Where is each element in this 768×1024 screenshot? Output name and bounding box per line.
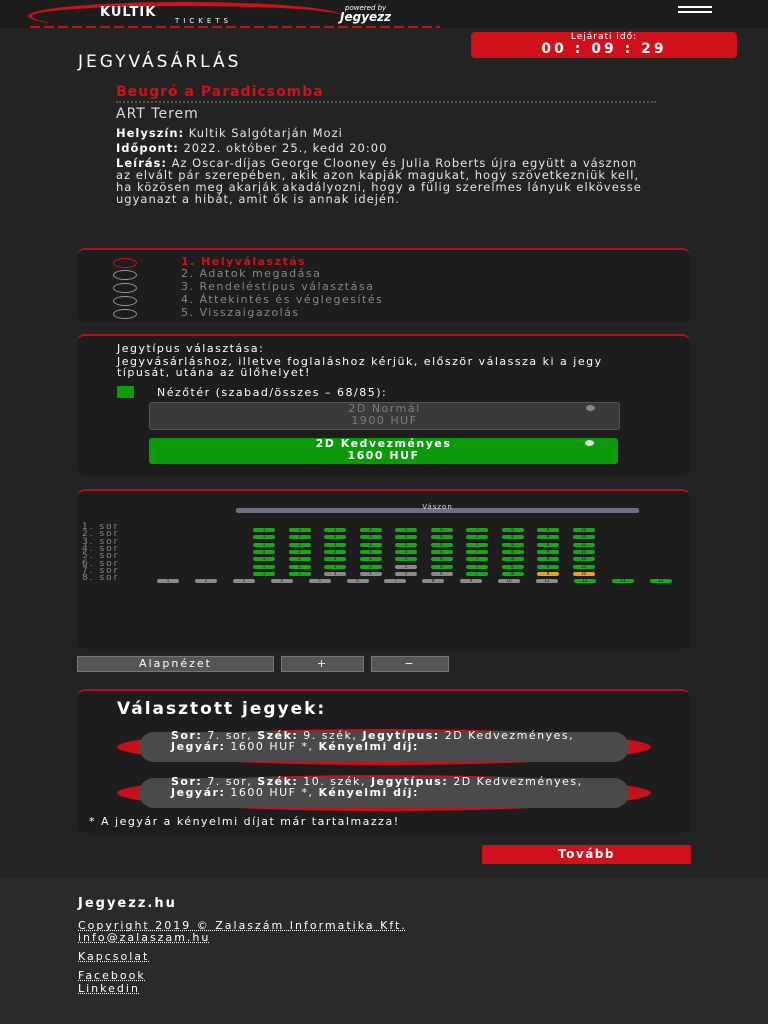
time-label: Időpont: — [116, 141, 179, 155]
seat: 6 — [347, 579, 369, 583]
price-value: 1600 HUF *, — [230, 739, 314, 753]
seat[interactable]: 4 — [360, 550, 382, 554]
seat: 5 — [309, 579, 331, 583]
seat: 9 — [460, 579, 482, 583]
seat[interactable]: 2 — [289, 535, 311, 539]
seat[interactable]: 8 — [502, 543, 524, 547]
seat: 4 — [360, 572, 382, 576]
price-footnote: * A jegyár a kényelmi díjat már tartalmazza! — [89, 815, 400, 828]
seat: 6 — [431, 572, 453, 576]
step-label: 3. Rendeléstípus választása — [181, 280, 375, 293]
seat-label: Szék: — [257, 775, 299, 788]
timer-label: Lejárati idő: — [570, 32, 638, 42]
seat[interactable]: 5 — [395, 557, 417, 561]
ticket-details — [171, 777, 621, 798]
seat-label: Szék: — [257, 729, 299, 742]
footer-linkedin-link[interactable]: Linkedin — [78, 982, 140, 995]
ticket-option-name: 2D Kedvezményes — [315, 437, 452, 450]
seat[interactable]: 1 — [253, 565, 275, 569]
seat[interactable]: 2 — [289, 572, 311, 576]
seat[interactable]: 7 — [466, 543, 488, 547]
price-value: 1600 HUF *, — [230, 785, 314, 799]
seat[interactable]: 9 — [537, 565, 559, 569]
footer-email-link[interactable]: info@zalaszam.hu — [78, 931, 211, 944]
fee-label: Kényelmi díj: — [318, 739, 419, 753]
site-header — [0, 0, 768, 28]
seat[interactable]: 9 — [537, 535, 559, 539]
time-line — [116, 142, 387, 154]
selected-tickets-title: Választott jegyek: — [117, 699, 327, 719]
logo-tickets: TICKETS — [175, 17, 232, 25]
seat[interactable]: 6 — [431, 543, 453, 547]
seat-row-label: 4. sor — [82, 543, 120, 554]
seat[interactable]: 3 — [324, 528, 346, 532]
expiry-timer — [471, 32, 737, 58]
ticket-type-panel — [77, 334, 690, 476]
seat[interactable]: 4 — [360, 565, 382, 569]
info-icon[interactable] — [585, 440, 594, 446]
seat-value: 10. szék, — [303, 775, 366, 788]
auditorium-legend-swatch — [117, 386, 134, 398]
seatmap-panel — [77, 489, 690, 649]
step-check-icon — [113, 283, 137, 293]
page-title: JEGYVÁSÁRLÁS — [78, 52, 242, 72]
fee-label: Kényelmi díj: — [318, 785, 419, 799]
row-value: 7. sor, — [207, 775, 253, 788]
room-name: ART Terem — [116, 106, 199, 122]
seat[interactable]: 10 — [573, 528, 595, 532]
selected-tickets-panel — [77, 689, 690, 833]
logo-kultik[interactable]: KULTIK — [100, 5, 157, 20]
seat[interactable]: 8 — [502, 528, 524, 532]
seat-row-label: 6. sor — [82, 558, 120, 569]
seat: 5 — [395, 572, 417, 576]
step-label: 2. Adatok megadása — [181, 267, 322, 280]
seat[interactable]: 7 — [466, 565, 488, 569]
footer-copyright: Copyright 2019 © Zalaszám Informatika Kft. — [78, 919, 407, 932]
seat[interactable]: 1 — [253, 550, 275, 554]
seat[interactable]: 5 — [395, 550, 417, 554]
seat[interactable]: 6 — [431, 557, 453, 561]
seat-row-label: 1. sor — [82, 522, 120, 532]
seat[interactable]: 9 — [537, 550, 559, 554]
description-block — [116, 157, 656, 205]
location-value: Kultik Salgótarján Mozi — [188, 126, 343, 140]
reset-view-button[interactable]: Alapnézet — [77, 656, 274, 672]
seat[interactable]: 6 — [431, 528, 453, 532]
footer-brand: Jegyezz.hu — [78, 896, 177, 911]
seat[interactable]: 1 — [253, 572, 275, 576]
timer-value: 00 : 09 : 29 — [541, 41, 667, 57]
seat: 3 — [324, 572, 346, 576]
seat[interactable]: 4 — [360, 543, 382, 547]
seat-value: 9. szék, — [303, 729, 358, 742]
seat[interactable]: 5 — [395, 528, 417, 532]
seat: 10 — [498, 579, 520, 583]
description-text: Az Oscar-díjas George Clooney és Julia Roberts újra együtt a vásznon az elvált pár szerepében, akik azon kapják magukat, hogy szövetkezniük kell, ha közösen meg akarják akadályozni, hogy a fülig szerelmes lányuk elkövesse ugyanazt a hibát, amit ők is annak idején. — [116, 156, 642, 206]
seat: 7 — [384, 579, 406, 583]
ticket-option-name: 2D Normál — [348, 402, 421, 415]
type-label: Jegytípus: — [362, 729, 440, 742]
step-label: 4. Áttekintés és véglegesítés — [181, 293, 384, 306]
seat: 4 — [271, 579, 293, 583]
seat[interactable]: 10 — [573, 565, 595, 569]
seat[interactable]: 10 — [573, 535, 595, 539]
seat[interactable]: 12 — [574, 579, 596, 583]
ticket-type-instructions: Jegyvásárláshoz, illetve foglaláshoz kérjük, először válassza ki a jegy típusát, utána az ülőhelyet! — [117, 355, 603, 379]
row-label: Sor: — [171, 775, 203, 788]
header-divider — [30, 26, 440, 28]
seat[interactable]: 8 — [502, 572, 524, 576]
seat[interactable]: 4 — [360, 535, 382, 539]
seat[interactable]: 5 — [395, 543, 417, 547]
seat[interactable]: 3 — [324, 543, 346, 547]
seat-row-label: 8. sor — [82, 573, 120, 584]
price-label: Jegyár: — [171, 739, 226, 753]
step-check-icon — [113, 309, 137, 319]
footer-contact-link[interactable]: Kapcsolat — [78, 950, 150, 963]
screen-label: Vászon — [422, 503, 453, 511]
seat[interactable]: 6 — [431, 535, 453, 539]
time-value: 2022. október 25., kedd 20:00 — [183, 141, 388, 155]
seat-row-label: 3. sor — [82, 536, 120, 547]
info-icon[interactable] — [586, 405, 595, 411]
step-status-icon — [113, 258, 137, 268]
ticket-option-price: 1900 HUF — [351, 414, 418, 427]
location-label: Helyszín: — [116, 126, 185, 140]
seat[interactable]: 3 — [324, 550, 346, 554]
seat[interactable]: 9 — [537, 572, 559, 576]
zoom-in-button[interactable]: + — [281, 656, 364, 672]
type-value: 2D Kedvezményes, — [444, 729, 575, 742]
hamburger-menu-icon[interactable] — [678, 6, 712, 16]
seat[interactable]: 6 — [431, 565, 453, 569]
auditorium-availability: Nézőtér (szabad/összes – 68/85): — [157, 386, 388, 399]
seat[interactable]: 8 — [502, 550, 524, 554]
partner-logo[interactable]: Jegyezz — [340, 10, 392, 24]
seat[interactable]: 1 — [253, 543, 275, 547]
seat[interactable]: 10 — [573, 557, 595, 561]
seat[interactable]: 3 — [324, 557, 346, 561]
seat[interactable]: 10 — [573, 572, 595, 576]
seat: 11 — [536, 579, 558, 583]
seat[interactable]: 8 — [502, 557, 524, 561]
seat: 3 — [233, 579, 255, 583]
seat[interactable]: 7 — [466, 550, 488, 554]
next-button[interactable]: Tovább — [482, 845, 691, 864]
step-check-icon — [113, 270, 137, 280]
seat-row-label: 5. sor — [82, 551, 120, 562]
seat[interactable]: 14 — [650, 579, 672, 583]
seat: 8 — [422, 579, 444, 583]
selected-ticket[interactable] — [117, 729, 651, 765]
seat[interactable]: 1 — [253, 557, 275, 561]
seat[interactable]: 3 — [324, 535, 346, 539]
description-label: Leírás: — [116, 156, 167, 170]
seat[interactable]: 4 — [360, 557, 382, 561]
seat[interactable]: 10 — [573, 550, 595, 554]
price-label: Jegyár: — [171, 785, 226, 799]
seat[interactable]: 7 — [466, 557, 488, 561]
seat[interactable]: 7 — [466, 572, 488, 576]
ticket-option-normal[interactable] — [149, 402, 620, 430]
row-value: 7. sor, — [207, 729, 253, 742]
seat: 2 — [195, 579, 217, 583]
type-value: 2D Kedvezményes, — [453, 775, 583, 788]
footer-facebook-link[interactable]: Facebook — [78, 969, 146, 982]
seat[interactable]: 9 — [537, 557, 559, 561]
seat[interactable]: 6 — [431, 550, 453, 554]
zoom-out-button[interactable]: − — [371, 656, 449, 672]
seat[interactable]: 8 — [502, 535, 524, 539]
powered-by-label: powered by — [345, 4, 387, 12]
seat-row-label: 2. sor — [82, 529, 120, 540]
seat[interactable]: 9 — [537, 528, 559, 532]
title-divider — [116, 101, 656, 103]
seat-row-label: 7. sor — [82, 565, 120, 576]
step-label: 1. Helyválasztás — [181, 255, 307, 268]
seat[interactable]: 10 — [573, 543, 595, 547]
seat[interactable]: 5 — [395, 535, 417, 539]
ticket-option-price: 1600 HUF — [347, 449, 420, 462]
seat[interactable]: 2 — [289, 528, 311, 532]
ticket-type-title: Jegytípus választása: — [117, 342, 265, 355]
seat[interactable]: 1 — [253, 528, 275, 532]
seat[interactable]: 2 — [289, 557, 311, 561]
selected-ticket[interactable] — [117, 775, 651, 811]
seat[interactable]: 4 — [360, 528, 382, 532]
seat[interactable]: 8 — [502, 565, 524, 569]
seat: 1 — [157, 579, 179, 583]
ticket-details — [171, 731, 621, 752]
seat[interactable]: 2 — [289, 550, 311, 554]
row-label: Sor: — [171, 729, 203, 742]
movie-title: Beugró a Paradicsomba — [116, 84, 324, 100]
seat[interactable]: 1 — [253, 535, 275, 539]
seat[interactable]: 7 — [466, 528, 488, 532]
seat[interactable]: 2 — [289, 565, 311, 569]
seat[interactable]: 9 — [537, 543, 559, 547]
site-footer — [0, 878, 768, 1024]
steps-panel — [77, 248, 690, 322]
step-check-icon — [113, 296, 137, 306]
seat[interactable]: 3 — [324, 565, 346, 569]
seat[interactable]: 2 — [289, 543, 311, 547]
seat[interactable]: 7 — [466, 535, 488, 539]
seat: 5 — [395, 565, 417, 569]
seat[interactable]: 13 — [612, 579, 634, 583]
location-line — [116, 127, 343, 139]
step-label: 5. Visszaigazolás — [181, 306, 300, 319]
type-label: Jegytípus: — [370, 775, 449, 788]
ticket-option-discount[interactable] — [149, 438, 618, 464]
